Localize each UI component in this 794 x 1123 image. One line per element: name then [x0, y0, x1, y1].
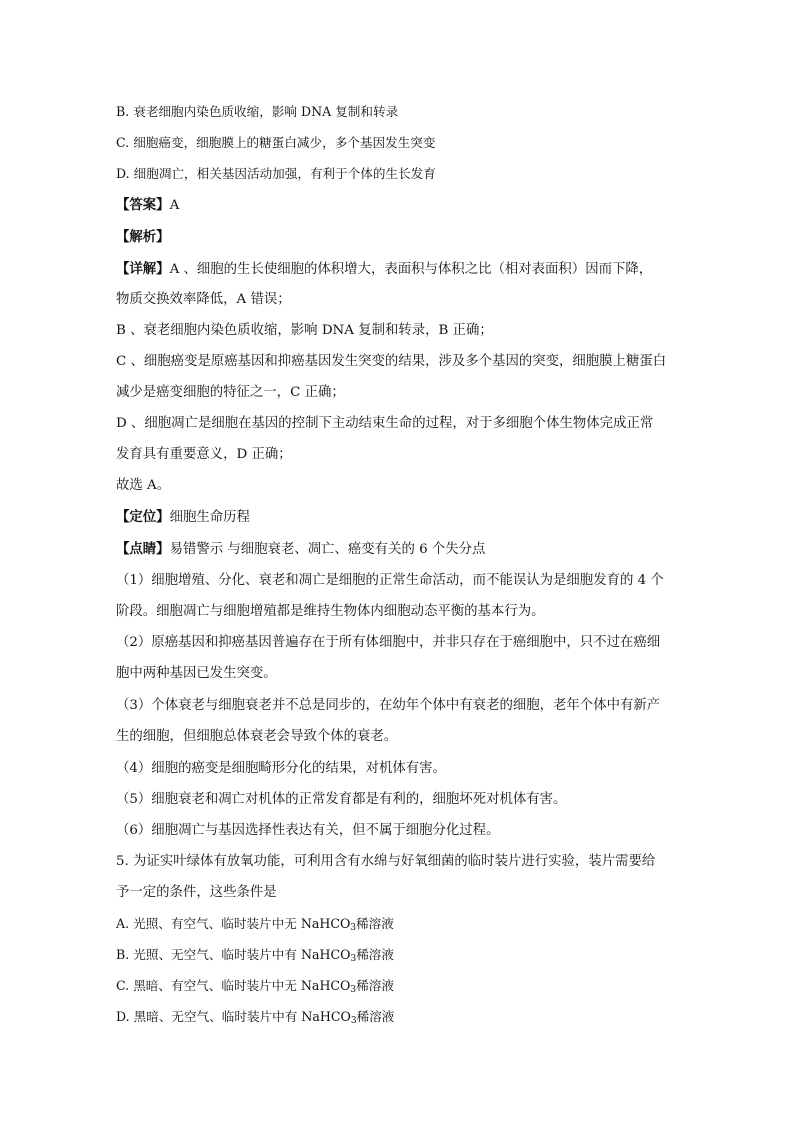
- option-c-prev: C. 细胞癌变，细胞膜上的糖蛋白减少，多个基因发生突变: [116, 135, 436, 150]
- location-text: 细胞生命历程: [169, 510, 250, 525]
- detail-tag: 【详解】: [116, 261, 170, 277]
- question-5-option-b: B. 光照、无空气、临时装片中有 NaHCO$_3$稀溶液: [116, 947, 394, 964]
- answer-value: A: [169, 198, 180, 213]
- detail-line-2: 物质交换效率降低，A 错误；: [116, 292, 291, 307]
- tip-line-3: （2）原癌基因和抑癌基因普遍存在于所有体细胞中，并非只存在于癌细胞中，只不过在癌细: [116, 635, 661, 650]
- detail-line-1: 【详解】A 、细胞的生长使细胞的体积增大，表面积与体积之比（相对表面积）因而下降，: [116, 261, 653, 277]
- detail-line-8: 故选 A。: [116, 478, 171, 493]
- question-5-stem-1: 5. 为证实叶绿体有放氧功能，可利用含有水绵与好氧细菌的临时装片进行实验，装片需要给: [116, 854, 656, 869]
- detail-line-3: B 、衰老细胞内染色质收缩，影响 DNA 复制和转录，B 正确；: [116, 323, 493, 338]
- answer-tag: 【答案】: [116, 197, 170, 213]
- tip-line-5: （3）个体衰老与细胞衰老并不总是同步的，在幼年个体中有衰老的细胞，老年个体中有新产: [116, 698, 661, 713]
- question-5-option-a: A. 光照、有空气、临时装片中无 NaHCO$_3$稀溶液: [116, 916, 394, 933]
- question-5-option-d: D. 黑暗、无空气、临时装片中有 NaHCO$_3$稀溶液: [116, 1009, 395, 1026]
- analysis-tag: 【解析】: [116, 229, 170, 245]
- tip-line-4: 胞中两种基因已发生突变。: [116, 666, 277, 681]
- question-5-option-c: C. 黑暗、有空气、临时装片中无 NaHCO$_3$稀溶液: [116, 978, 394, 995]
- detail-line-4: C 、细胞癌变是原癌基因和抑癌基因发生突变的结果，涉及多个基因的突变，细胞膜上糖蛋白: [116, 354, 667, 369]
- detail-line-5: 减少是癌变细胞的特征之一，C 正确；: [116, 385, 345, 400]
- tip-line-8: （5）细胞衰老和凋亡对机体的正常发育都是有利的，细胞坏死对机体有害。: [116, 792, 567, 807]
- tip-line-7: （4）细胞的癌变是细胞畸形分化的结果，对机体有害。: [116, 761, 446, 776]
- detail-line-6: D 、细胞凋亡是细胞在基因的控制下主动结束生命的过程，对于多细胞个体生物体完成正常: [116, 416, 654, 431]
- tip-line-9: （6）细胞凋亡与基因选择性表达有关，但不属于细胞分化过程。: [116, 823, 500, 838]
- location-line: [116, 508, 250, 527]
- location-tag: 【定位】: [116, 509, 170, 525]
- answer-line: [116, 196, 179, 215]
- option-d-prev: D. 细胞凋亡，相关基因活动加强，有利于个体的生长发育: [116, 166, 436, 181]
- option-b-prev: B. 衰老细胞内染色质收缩，影响 DNA 复制和转录: [116, 104, 399, 119]
- detail-line-7: 发育具有重要意义，D 正确；: [116, 447, 292, 462]
- tip-line-2: 阶段。细胞凋亡与细胞增殖都是维持生物体内细胞动态平衡的基本行为。: [116, 604, 545, 619]
- tips-tag: 【点睛】: [116, 541, 170, 557]
- tip-line-6: 生的细胞，但细胞总体衰老会导致个体的衰老。: [116, 729, 398, 744]
- tips-text: 易错警示 与细胞衰老、凋亡、癌变有关的 6 个失分点: [169, 542, 486, 557]
- question-5-stem-2: 予一定的条件，这些条件是: [116, 885, 277, 900]
- tip-line-1: （1）细胞增殖、分化、衰老和凋亡是细胞的正常生命活动，而不能误认为是细胞发育的 4 个: [116, 573, 664, 588]
- tips-line: [116, 540, 485, 559]
